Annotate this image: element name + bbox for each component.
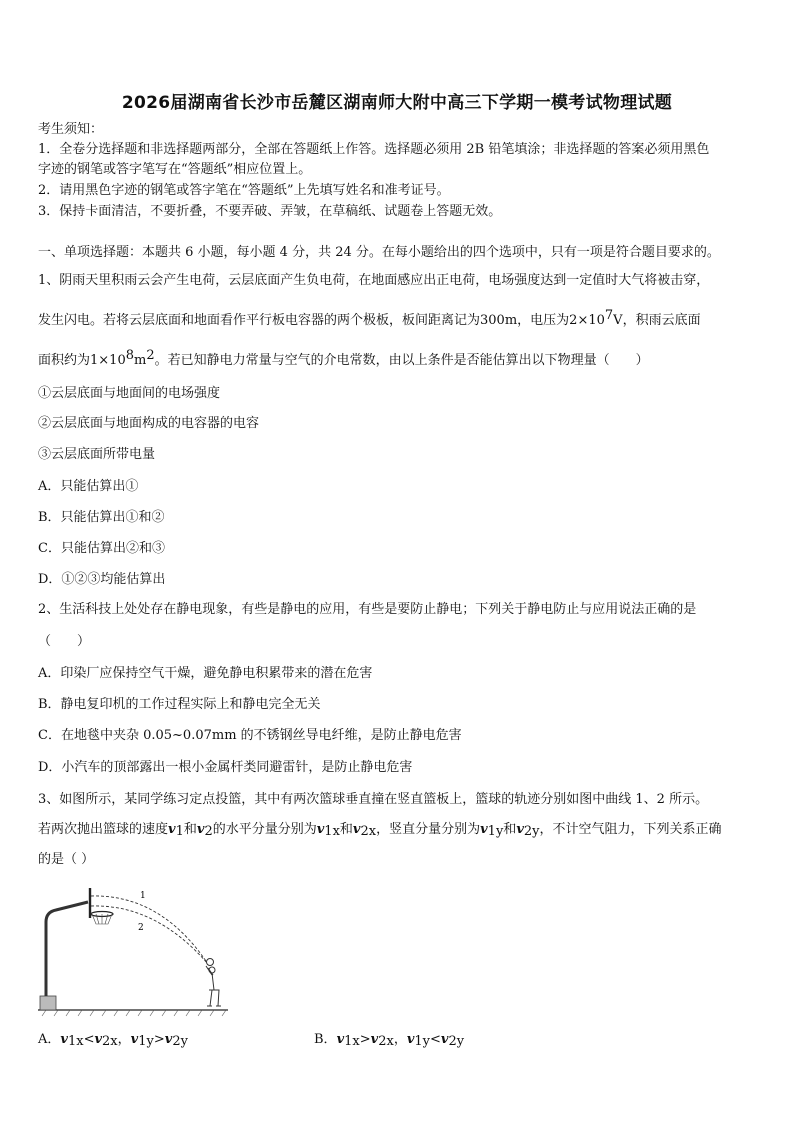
q3-v2: v [196, 822, 205, 837]
q3-v2x: v [352, 822, 361, 837]
q3-opt-a-rel2: > [153, 1032, 165, 1047]
q1-text: 面积约为 [38, 353, 91, 368]
notice-item: 字迹的钢笔或答字笔写在“答题纸”相应位置上。 [38, 162, 312, 177]
q3-v1x: v [316, 822, 325, 837]
q1-area-exp: 8 [125, 348, 135, 363]
q3-opt-b-sep: ， [393, 1032, 407, 1047]
q3-opt-a-rel1: < [83, 1032, 95, 1047]
q1-stem-line1: 1、阴雨天里积雨云会产生电荷，云层底面产生负电荷，在地面感应出正电荷，电场强度达到一定值时大气将被击穿， [38, 273, 710, 288]
q3-opt-a-v1y: v [130, 1032, 139, 1047]
q3-opt-a-v1y-sub: 1y [138, 1034, 154, 1049]
q1-text: 。若已知静电力常量与空气的介电常数，由以上条件是否能估算出以下物理量（ ） [154, 353, 649, 368]
q1-area-unit: m [134, 353, 147, 368]
q1-option-d: D．①②③均能估算出 [38, 572, 166, 587]
trajectory-label-1: 1 [140, 891, 146, 901]
ground-hatch [42, 1010, 226, 1016]
q3-opt-a-v2x-sub: 2x [102, 1034, 118, 1049]
notice-item: 2．请用黑色字迹的钢笔或答字笔在“答题纸”上先填写姓名和准考证号。 [38, 183, 450, 198]
q1-distance: 300m [480, 313, 518, 328]
q3-opt-b-v1y: v [406, 1032, 415, 1047]
q1-text: ，积雨云底面 [622, 313, 701, 328]
q3-v1x-sub: 1x [324, 824, 340, 839]
q1-voltage-unit: V [613, 313, 623, 328]
section-heading: 一、单项选择题：本题共 6 小题，每小题 4 分，共 24 分。在每小题给出的四个选项中，只有一项是符合题目要求的。 [38, 245, 720, 260]
q3-opt-a-v1x: v [60, 1032, 68, 1047]
notice-item: 3．保持卡面清洁，不要折叠，不要弄破、弄皱，在草稿纸、试题卷上答题无效。 [38, 204, 502, 219]
basketball-figure [36, 878, 236, 1020]
q3-v1y: v [480, 822, 488, 837]
q1-voltage-exp: 7 [604, 308, 614, 323]
q1-option-b: B．只能估算出①和② [38, 510, 165, 525]
q3-text: ，不计空气阻力，下列关系正确 [539, 822, 722, 837]
q3-text: 若两次抛出篮球的速度 [38, 822, 169, 837]
q3-option-b [314, 1030, 758, 1052]
q3-v2-sub: 2 [204, 824, 213, 839]
q3-text: 和 [183, 822, 197, 837]
q1-text: 发生闪电。若将云层底面和地面看作平行板电容器的两个极板，板间距离记为 [38, 313, 481, 328]
q2-option-a: A．印染厂应保持空气干燥，避免静电积累带来的潜在危害 [38, 666, 373, 681]
q3-opt-b-v1x-sub: 1x [344, 1034, 360, 1049]
q3-text: 和 [339, 822, 353, 837]
q1-item: ②云层底面与地面构成的电容器的电容 [38, 416, 260, 431]
q3-v1y-sub: 1y [487, 824, 504, 839]
q3-opt-a-label: A． [38, 1032, 61, 1047]
q3-v2y: v [516, 822, 524, 837]
q1-option-a: A．只能估算出① [38, 479, 139, 494]
q3-v1: v [168, 822, 176, 837]
q1-area-base: 1×10 [90, 353, 126, 368]
q3-opt-b-v2x-sub: 2x [378, 1034, 394, 1049]
q3-opt-b-v2x: v [370, 1032, 379, 1047]
q3-opt-a-v1x-sub: 1x [67, 1034, 84, 1049]
stand-base [40, 996, 56, 1010]
notice-item: 1．全卷分选择题和非选择题两部分，全部在答题纸上作答。选择题必须用 2B 铅笔填涂；非选择题的答案必须用黑色 [38, 142, 710, 157]
q3-stem-line2 [38, 820, 758, 842]
q1-text: ，电压为 [517, 313, 570, 328]
q3-opt-a-v2x: v [94, 1032, 103, 1047]
q3-stem-line1: 3、如图所示，某同学练习定点投篮，其中有两次篮球垂直撞在竖直篮板上，篮球的轨迹分别如图中曲线 1、2 所示。 [38, 792, 709, 807]
q3-opt-b-v1x: v [336, 1032, 345, 1047]
q2-option-d: D．小汽车的顶部露出一根小金属杆类同避雷针，是防止静电危害 [38, 760, 413, 775]
trajectory-2 [91, 906, 208, 964]
player-figure [206, 959, 221, 1007]
q1-stem-line3 [38, 346, 758, 371]
q3-opt-a-sep: ， [117, 1032, 131, 1047]
q3-opt-b-label: B． [314, 1032, 337, 1047]
q3-text: 和 [503, 822, 517, 837]
q2-stem-line1: 2、生活科技上处处存在静电现象，有些是静电的应用，有些是要防止静电；下列关于静电防止与应用说法正确的是 [38, 602, 697, 617]
q3-opt-b-rel1: > [359, 1032, 371, 1047]
q3-opt-b-rel2: < [430, 1032, 441, 1047]
page-title: 2026届湖南省长沙市岳麓区湖南师大附中高三下学期一模考试物理试题 [121, 93, 673, 113]
q1-voltage-base: 2×10 [569, 313, 605, 328]
q3-opt-b-v2y-sub: 2y [448, 1034, 465, 1049]
q1-option-c: C．只能估算出②和③ [38, 541, 165, 556]
q3-v1-sub: 1 [175, 824, 184, 839]
q3-v2x-sub: 2x [360, 824, 377, 839]
q3-opt-b-v2y: v [440, 1032, 449, 1047]
q3-opt-a-v2y: v [164, 1032, 173, 1047]
q2-stem-line2: （ ） [38, 634, 91, 649]
q3-text: 的水平分量分别为 [212, 822, 317, 837]
q3-opt-b-v1y-sub: 1y [414, 1034, 431, 1049]
q1-item: ③云层底面所带电量 [38, 447, 156, 462]
q3-text: ，竖直分量分别为 [376, 822, 481, 837]
q2-option-c: C．在地毯中夹杂 0.05~0.07mm 的不锈钢丝导电纤维，是防止静电危害 [38, 728, 462, 743]
notice-heading: 考生须知： [38, 122, 104, 137]
trajectory-label-2: 2 [138, 923, 144, 933]
stand-pole [46, 902, 88, 996]
q3-stem-line3: 的是（ ） [38, 852, 95, 867]
q3-opt-a-v2y-sub: 2y [172, 1034, 188, 1049]
trajectory-1 [91, 896, 208, 964]
q2-option-b: B．静电复印机的工作过程实际上和静电完全无关 [38, 697, 321, 712]
q1-area-unit-exp: 2 [146, 348, 155, 363]
q1-stem-line2 [38, 306, 758, 331]
q1-item: ①云层底面与地面间的电场强度 [38, 386, 221, 401]
q3-v2y-sub: 2y [523, 824, 540, 839]
